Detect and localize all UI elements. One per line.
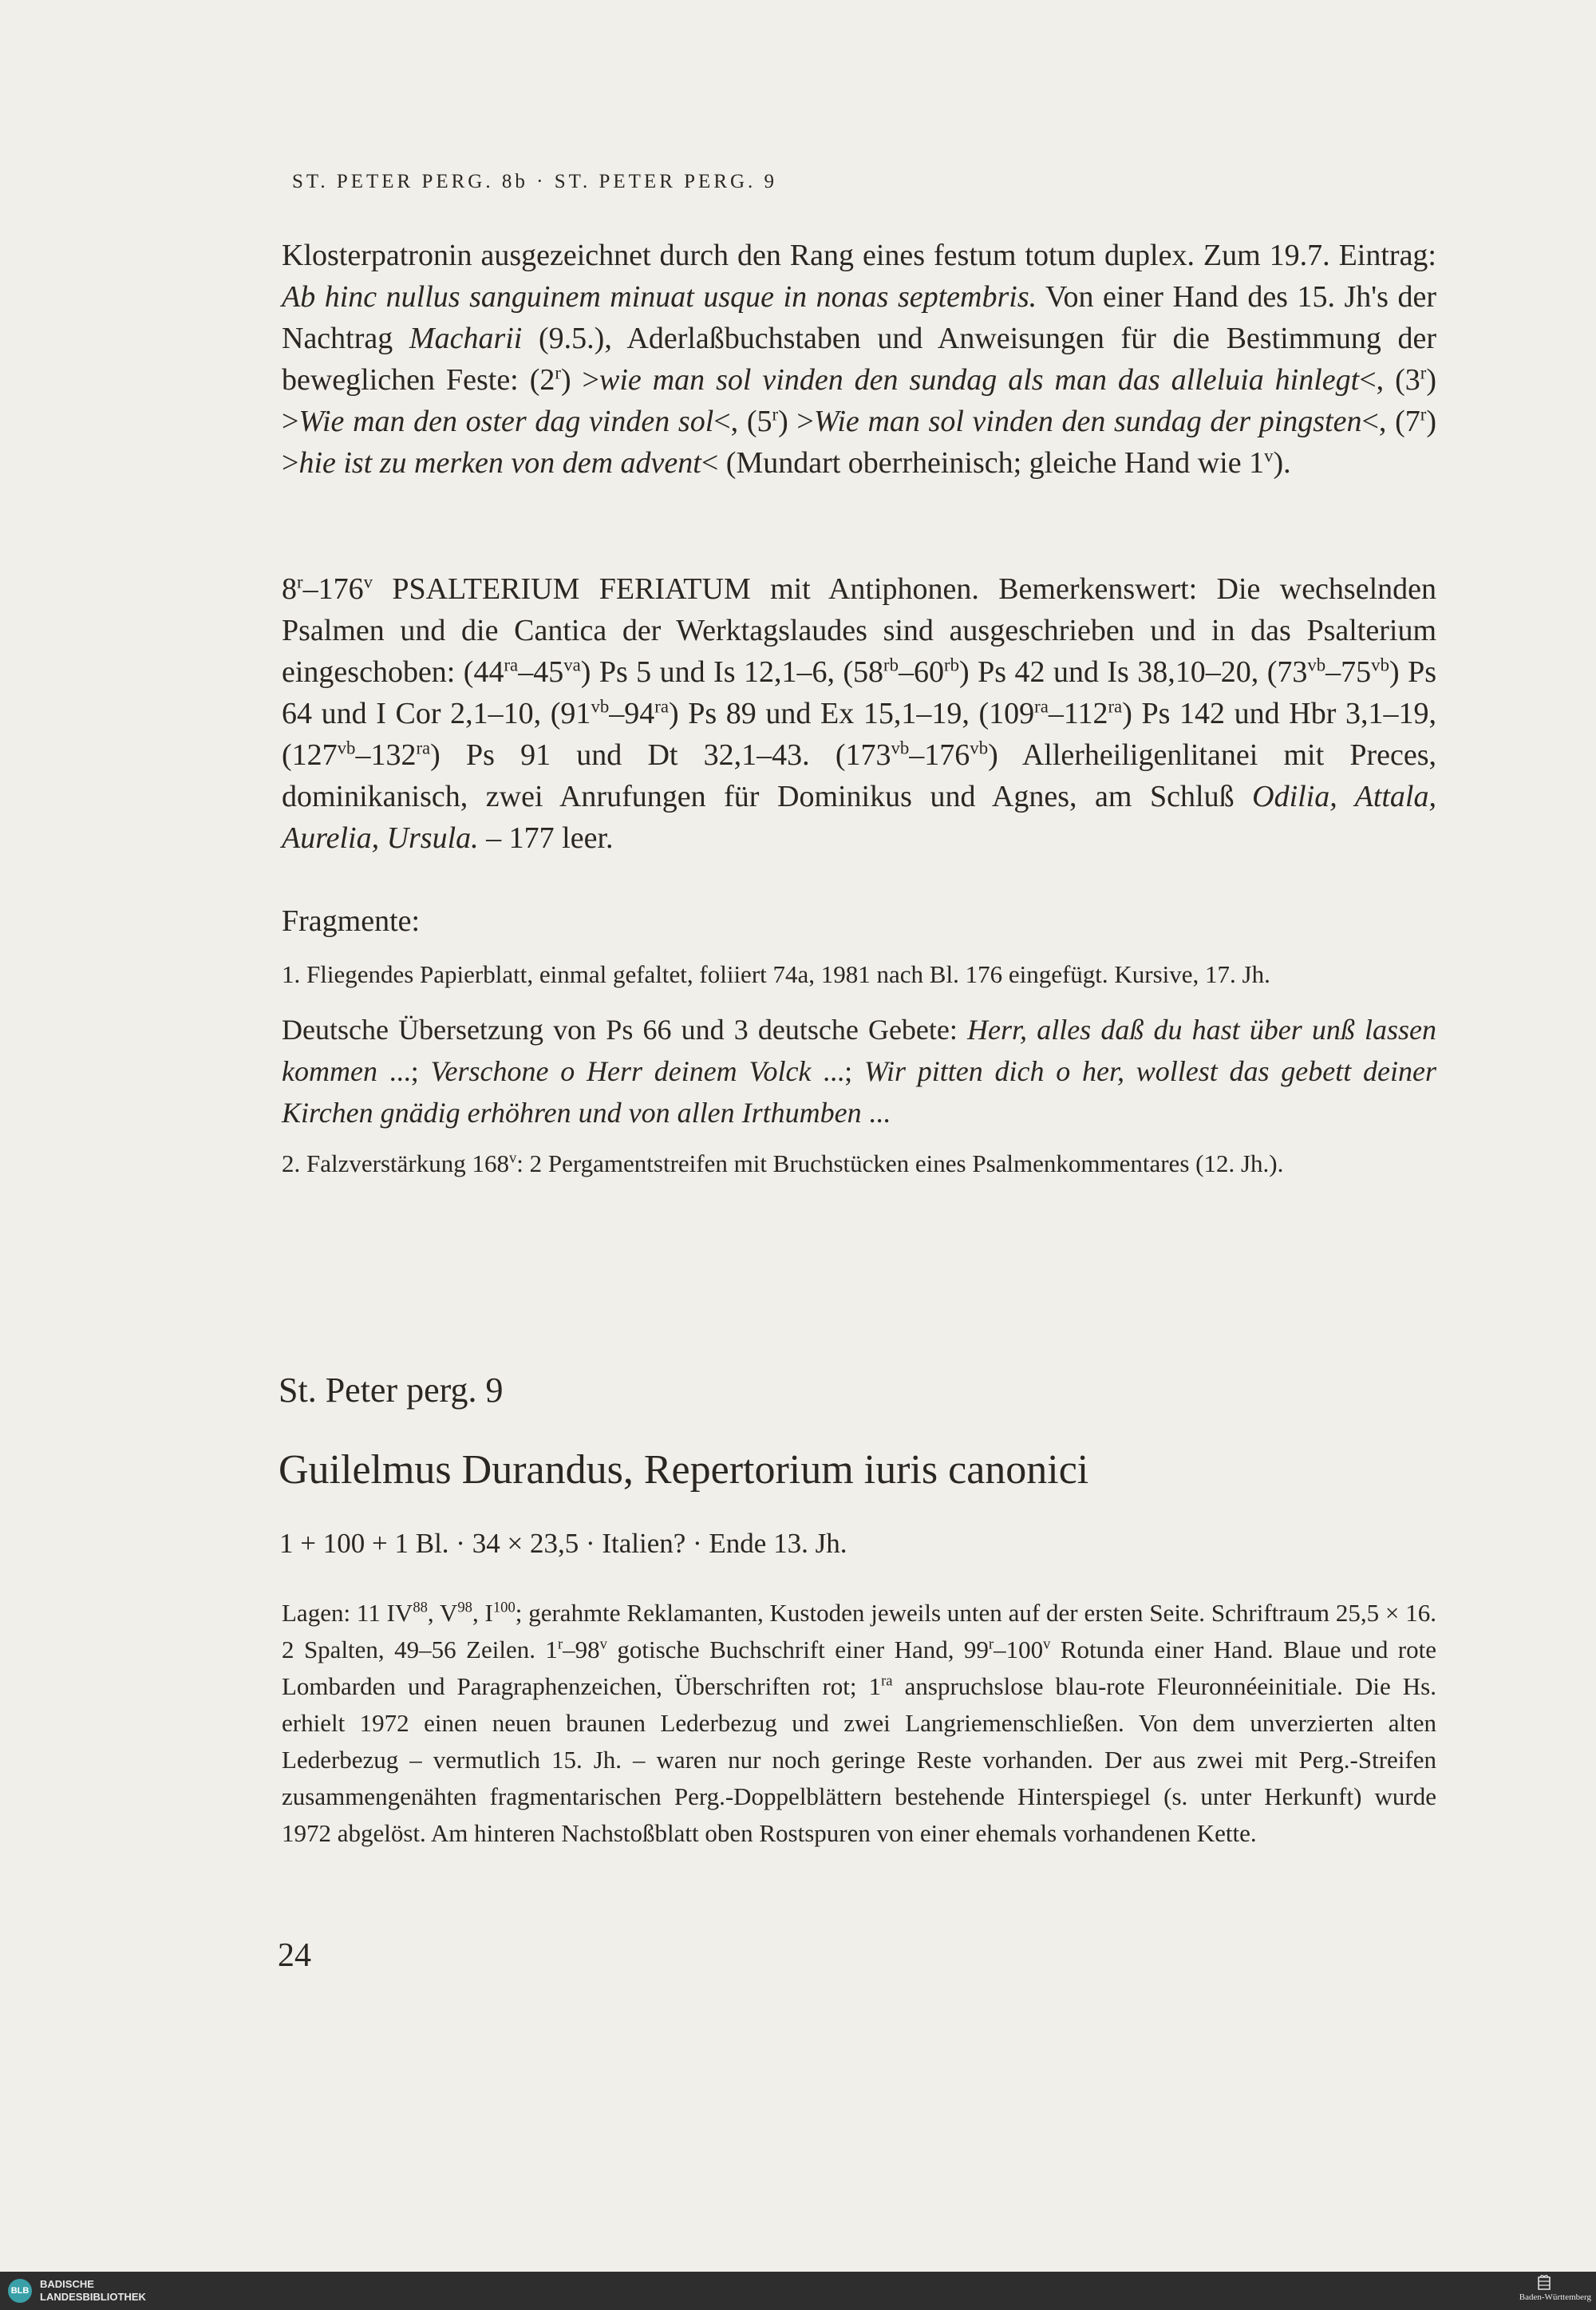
superscript-run: r: [297, 572, 303, 592]
fragment-2-description: [282, 1145, 1436, 1182]
superscript-run: ra: [881, 1672, 893, 1690]
text-run: Klosterpatronin ausgezeichnet durch den Rang eines festum totum duplex. Zum 19.7. Eintrag:: [282, 239, 1436, 272]
superscript-run: v: [1264, 445, 1274, 466]
text-run: ) >: [560, 363, 599, 397]
superscript-run: ra: [1108, 696, 1123, 717]
superscript-run: r: [1420, 404, 1427, 425]
text-run: –132: [355, 738, 417, 772]
text-run: ) Ps 89 und Ex 15,1–19, (109: [668, 697, 1035, 730]
state-label: Baden-Württemberg: [1519, 2292, 1591, 2302]
superscript-run: r: [557, 1636, 563, 1653]
text-run: –100: [994, 1636, 1044, 1663]
superscript-run: vb: [970, 738, 989, 758]
viewer-footer: [0, 2272, 1596, 2310]
shelfmark-heading: St. Peter perg. 9: [279, 1371, 504, 1410]
superscript-run: v: [599, 1636, 607, 1653]
text-run: ).: [1273, 446, 1291, 480]
codicology-description-text: [282, 1595, 1436, 1852]
superscript-run: v: [363, 572, 373, 592]
superscript-run: ra: [416, 738, 431, 758]
page-number: 24: [278, 1937, 311, 1974]
text-run: <, (5: [713, 405, 772, 438]
superscript-run: v: [1043, 1636, 1051, 1653]
text-run: Deutsche Übersetzung von Ps 66 und 3 deutsche Gebete:: [282, 1014, 968, 1046]
running-head: ST. PETER PERG. 8b · ST. PETER PERG. 9: [292, 171, 778, 192]
text-run: <, (7: [1361, 405, 1420, 438]
italic-run: Herr, alles daß du hast über unß lassen kommen: [282, 1014, 1437, 1087]
manuscript-title: Guilelmus Durandus, Repertorium iuris canonici: [279, 1447, 1089, 1493]
italic-run: Wie man den oster dag vinden sol: [298, 405, 714, 438]
superscript-run: ra: [504, 655, 519, 675]
text-run: ...;: [811, 1055, 864, 1087]
text-run: ) Ps 42 und Is 38,10–20, (73: [959, 655, 1308, 689]
text-run: ) Ps 5 und Is 12,1–6, (58: [580, 655, 884, 689]
text-run: anspruchslose blau-rote Fleuronnéeinitiale. Die Hs. erhielt 1972 einen neuen braunen Lederbezug und zwei Langriemenschließen. Von dem unverzierten alten Lederbezug – vermutlich 15. Jh. – waren nur noch geringe Reste vorhanden. Der aus zwei mit Perg.-Streifen zusammengenähten fragmentarischen Perg.-Doppelblättern bestehende Hinterspiegel (s. unter Herkunft) wurde 1972 abgelöst. Am hinteren Nachstoßblatt oben Rostspuren von einer ehemals vorhandenen Kette.: [282, 1672, 1436, 1847]
italic-run: wie man sol vinden den sundag als man das alleluia hinlegt: [599, 363, 1360, 397]
text-run: gotische Buchschrift einer Hand, 99: [606, 1636, 989, 1663]
fragment-1-description: [282, 955, 1436, 994]
italic-run: Wie man sol vinden den sundag der pingsten: [813, 405, 1362, 438]
text-run: Rotunda einer Hand. Blaue und rote Lombarden und Paragraphenzeichen, Überschriften rot; 1: [282, 1636, 1436, 1700]
text-run: –112: [1048, 697, 1108, 730]
text-run: 8: [282, 572, 297, 606]
superscript-run: vb: [1371, 655, 1389, 675]
text-run: ...;: [377, 1055, 431, 1087]
text-run: –45: [518, 655, 564, 689]
library-name: [40, 2278, 146, 2304]
blb-logo-icon[interactable]: BLB: [8, 2279, 32, 2303]
superscript-run: 88: [413, 1599, 428, 1616]
text-run: 1. Fliegendes Papierblatt, einmal gefaltet, foliiert 74a, 1981 nach Bl. 176 eingefügt. Kursive, 17. Jh.: [282, 960, 1270, 988]
text-run: < (Mundart oberrheinisch; gleiche Hand wie 1: [701, 446, 1265, 480]
codicology-description: [282, 1595, 1436, 1852]
fragment-2-text: [282, 1145, 1436, 1182]
superscript-run: va: [563, 655, 581, 675]
text-run: –75: [1325, 655, 1372, 689]
superscript-run: ra: [1034, 696, 1049, 717]
paragraph-psalterium-text: [282, 568, 1436, 859]
fragment-1-content-text: [282, 1009, 1436, 1133]
superscript-run: ra: [654, 696, 669, 717]
text-run: <, (3: [1359, 363, 1420, 397]
text-run: –176: [302, 572, 364, 606]
text-run: , I: [472, 1599, 493, 1627]
superscript-run: rb: [883, 655, 899, 675]
text-run: ) Allerheiligenlitanei mit Preces, dominikanisch, zwei Anrufungen für Dominikus und Agnes, am Schluß: [282, 738, 1436, 813]
text-run: (9.5.), Aderlaßbuchstaben und Anweisungen für die Bestimmung der beweglichen Feste: (2: [282, 322, 1436, 397]
text-run: ) Ps 64 und I Cor 2,1–10, (91: [282, 655, 1436, 730]
superscript-run: 98: [457, 1599, 472, 1616]
text-run: Von einer Hand des 15. Jh's der Nachtrag: [282, 280, 1436, 355]
italic-run: Verschone o Herr deinem Volck: [430, 1055, 812, 1087]
text-run: ...: [861, 1097, 891, 1129]
text-run: 2. Falzverstärkung 168: [282, 1149, 509, 1177]
coat-of-arms-icon: [1537, 2275, 1551, 2291]
text-run: –60: [899, 655, 945, 689]
library-name-line-2: LANDESBIBLIOTHEK: [40, 2291, 146, 2303]
paragraph-psalterium: [282, 568, 1436, 859]
text-run: – 177 leer.: [478, 821, 614, 855]
manuscript-meta: 1 + 100 + 1 Bl. · 34 × 23,5 · Italien? · Ende 13. Jh.: [279, 1528, 847, 1559]
fragments-heading: Fragmente:: [282, 904, 421, 938]
text-run: ) >: [778, 405, 814, 438]
text-run: –98: [563, 1636, 600, 1663]
superscript-run: r: [772, 404, 779, 425]
paragraph-calendar-text: [282, 235, 1436, 484]
superscript-run: r: [988, 1636, 994, 1653]
text-run: Lagen: 11 IV: [282, 1599, 413, 1627]
superscript-run: vb: [1307, 655, 1326, 675]
text-run: ) >: [282, 405, 1436, 480]
text-run: PSALTERIUM FERIATUM mit Antiphonen. Bemerkenswert: Die wechselnden Psalmen und die Cantica der Werktagslaudes sind ausgeschrieben und in das Psalterium eingeschoben: (44: [282, 572, 1436, 689]
italic-run: Ab hinc nullus sanguinem minuat usque in nonas septembris.: [282, 280, 1037, 314]
text-run: –94: [609, 697, 655, 730]
library-name-line-1: BADISCHE: [40, 2278, 94, 2290]
italic-run: hie ist zu merken von dem advent: [298, 446, 701, 480]
superscript-run: vb: [337, 738, 356, 758]
text-run: ) >: [282, 363, 1437, 438]
superscript-run: r: [1420, 362, 1427, 383]
text-run: , V: [427, 1599, 458, 1627]
fragment-1-content: [282, 1009, 1436, 1133]
italic-run: Odilia, Attala, Aurelia, Ursula.: [282, 780, 1436, 855]
text-run: –176: [909, 738, 970, 772]
text-run: ) Ps 91 und Dt 32,1–43. (173: [430, 738, 891, 772]
superscript-run: vb: [891, 738, 910, 758]
superscript-run: r: [555, 362, 561, 383]
italic-run: Wir pitten dich o her, wollest das gebett deiner Kirchen gnädig erhöhren und von allen Irthumben: [282, 1055, 1436, 1129]
superscript-run: 100: [492, 1599, 516, 1616]
superscript-run: vb: [591, 696, 610, 717]
superscript-run: v: [508, 1149, 517, 1167]
text-run: ) Ps 142 und Hbr 3,1–19, (127: [282, 697, 1436, 772]
text-run: ; gerahmte Reklamanten, Kustoden jeweils unten auf der ersten Seite. Schriftraum 25,5 × 16. 2 Spalten, 49–56 Zeilen. 1: [282, 1599, 1436, 1663]
italic-run: Macharii: [409, 322, 523, 355]
fragment-1-text: [282, 955, 1436, 994]
text-run: : 2 Pergamentstreifen mit Bruchstücken eines Psalmenkommentares (12. Jh.).: [516, 1149, 1284, 1177]
paragraph-calendar: [282, 235, 1436, 484]
superscript-run: rb: [944, 655, 960, 675]
